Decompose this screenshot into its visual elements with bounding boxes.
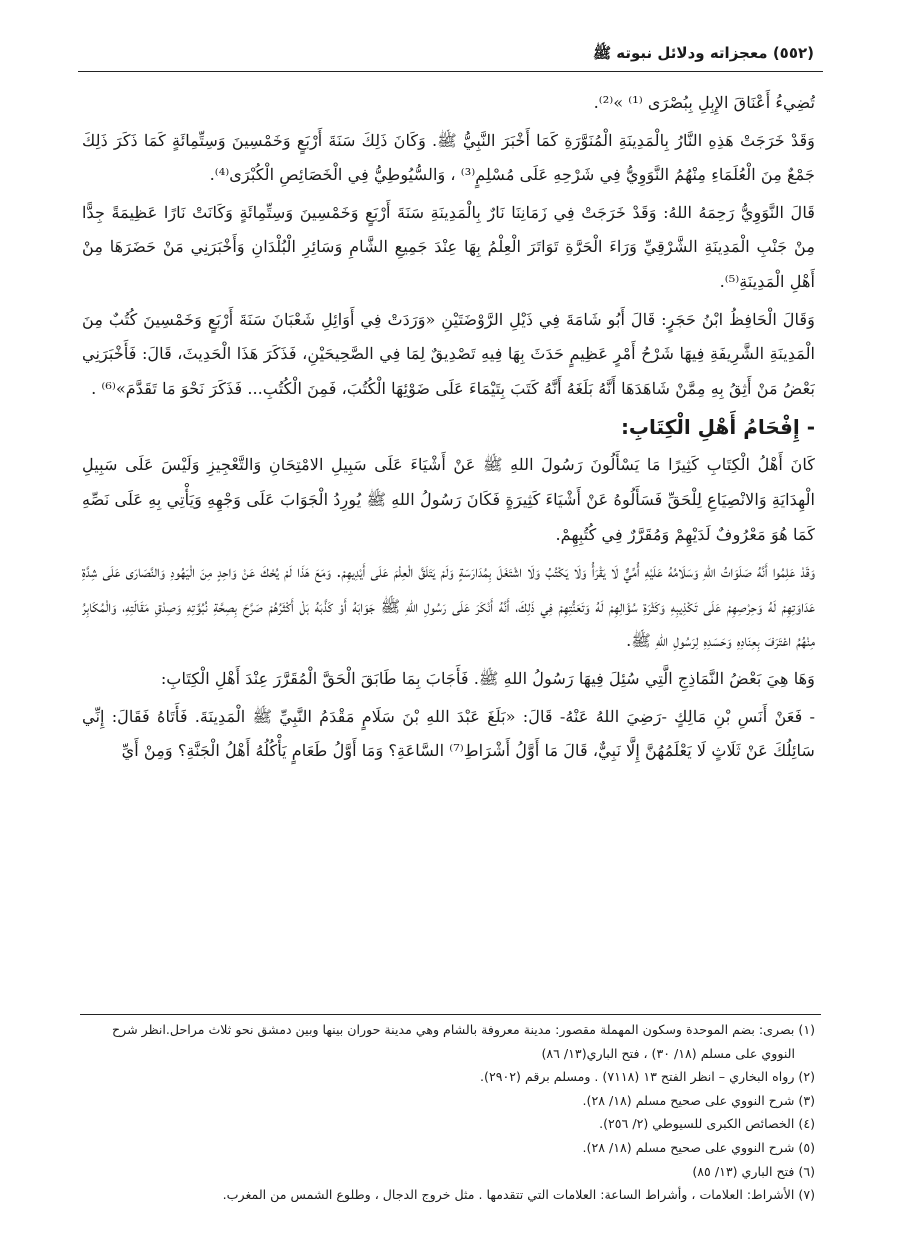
footnote: (٥) شرح النووي على صحيح مسلم (١٨/ ٢٨).: [582, 1139, 815, 1155]
paragraph: تُضِيءُ أَعْنَاقَ الإِبِلِ بِبُصْرَى ⁽¹⁾ »⁽²⁾.: [593, 93, 815, 112]
paragraph: وَهَا هِيَ بَعْضُ النَّمَاذِجِ الَّتِي سُئِلَ فِيهَا رَسُولُ اللهِ ﷺ. فَأَجَابَ بِمَا طَابَقَ الْحَقَّ الْمُقَرَّرَ عِنْدَ أَهْلِ الْكِتَابِ:: [160, 668, 815, 688]
footnotes: [82, 1018, 815, 1208]
main-text: [82, 86, 815, 1006]
footnote: (٤) الخصائص الكبرى للسيوطي (٢/ ٢٥٦).: [599, 1116, 815, 1132]
footnote: (٣) شرح النووي على صحيح مسلم (١٨/ ٢٨).: [582, 1092, 815, 1108]
paragraph: - فَعَنْ أَنَسِ بْنِ مَالِكٍ -رَضِيَ اللهُ عَنْهُ- قَالَ: «بَلَغَ عَبْدَ اللهِ بْنَ سَلَامٍ مَقْدَمُ النَّبِيِّ ﷺ الْمَدِينَةَ. فَأَتَاهُ فَقَالَ: إِنِّي سَائِلُكَ عَنْ ثَلَاثٍ لَا يَعْلَمُهُنَّ إِلَّا نَبِيٌّ، قَالَ مَا أَوَّلُ أَشْرَاطِ⁽⁷⁾ السَّاعَةِ؟ وَمَا أَوَّلُ طَعَامٍ يَأْكُلُهُ أَهْلُ الْجَنَّةِ؟ وَمِنْ أَيِّ: [82, 706, 815, 761]
paragraph: وَقَالَ الْحَافِظُ ابْنُ حَجَرٍ: قَالَ أَبُو شَامَةَ فِي ذَيْلِ الرَّوْضَتَيْنِ «وَرَدَتْ فِي أَوَائِلِ شَعْبَانَ سَنَةَ أَرْبَعٍ وَخَمْسِينَ كُتُبٌ مِنَ الْمَدِينَةِ الشَّرِيفَةِ فِيهَا شَرْحُ أَمْرٍ عَظِيمٍ حَدَثَ بِهَا فِيهِ تَصْدِيقٌ لِمَا فِي الصَّحِيحَيْنِ، فَذَكَرَ هَذَا الْحَدِيثَ، قَالَ: فَأَخْبَرَنِي بَعْضُ مَنْ أَثِقُ بِهِ مِمَّنْ شَاهَدَهَا أَنَّهُ بَلَغَهُ أَنَّهُ كَتَبَ بِتَيْمَاءَ عَلَى ضَوْئِهَا الْكُتُبَ، فَمِنَ الْكُتُبِ... فَذَكَرَ نَحْوَ مَا تَقَدَّمَ»⁽⁶⁾ .: [82, 309, 815, 398]
footnote-rule: [80, 1014, 821, 1015]
footnote: (٢) رواه البخاري – انظر الفتح ١٣ (٧١١٨) . ومسلم برقم (٢٩٠٢).: [480, 1069, 815, 1085]
paragraph: كَانَ أَهْلُ الْكِتَابِ كَثِيرًا مَا يَسْأَلُونَ رَسُولَ اللهِ ﷺ عَنْ أَشْيَاءَ عَلَى سَبِيلِ الامْتِحَانِ وَالتَّعْجِيزِ وَلَيْسَ عَلَى سَبِيلِ الْهِدَايَةِ وَالانْصِيَاعِ لِلْحَقِّ فَسَأَلُوهُ عَنْ أَشْيَاءَ كَثِيرَةٍ فَكَانَ رَسُولُ اللهِ ﷺ يُورِدُ الْجَوَابَ عَلَى وَجْهِهِ وَيَأْتِي بِهِ عَلَى نَصِّهِ كَمَا هُوَ مَعْرُوفٌ لَدَيْهِمْ وَمُقَرَّرٌ فِي كُتُبِهِمْ.: [82, 455, 815, 544]
running-header: (٥٥٢) معجزاته ودلائل نبوته ﷺ: [592, 44, 814, 62]
paragraph: قَالَ النَّوَوِيُّ رَحِمَهُ اللهُ: وَقَدْ خَرَجَتْ فِي زَمَانِنَا نَارٌ بِالْمَدِينَةِ سَنَةَ أَرْبَعٍ وَخَمْسِينَ وَسِتِّمِائَةٍ وَكَانَتْ نَارًا عَظِيمَةً جِدًّا مِنْ جَنْبِ الْمَدِينَةِ الشَّرْقِيِّ وَرَاءَ الْحَرَّةِ تَوَاتَرَ الْعِلْمُ بِهَا عِنْدَ جَمِيعِ الشَّامِ وَسَائِرِ الْبُلْدَانِ وَأَخْبَرَنِي مَنْ حَضَرَهَا مِنْ أَهْلِ الْمَدِينَةِ⁽⁵⁾.: [82, 202, 815, 291]
paragraph: وَقَدْ خَرَجَتْ هَذِهِ النَّارُ بِالْمَدِينَةِ الْمُنَوَّرَةِ كَمَا أَخْبَرَ النَّبِيُّ ﷺ. وَكَانَ ذَلِكَ سَنَةَ أَرْبَعٍ وَخَمْسِينَ وَسِتِّمِائَةٍ كَمَا ذَكَرَ ذَلِكَ جَمْعٌ مِنَ الْعُلَمَاءِ مِنْهُمُ النَّوَوِيُّ فِي شَرْحِهِ عَلَى مُسْلِمٍ⁽³⁾ ، وَالسُّيُوطِيُّ فِي الْخَصَائِصِ الْكُبْرَى⁽⁴⁾.: [82, 130, 815, 185]
paragraph: وَقَدْ عَلِمُوا أَنَّهُ صَلَوَاتُ اللهِ وَسَلَامُهُ عَلَيْهِ أُمِّيٌّ لَا يَقْرَأُ وَلَا يَكْتُبُ وَلَا اشْتَغَلَ بِمُدَارَسَةٍ وَلَمْ يَتَلَقَّ الْعِلْمَ عَلَى أَيْدِيهِمْ. وَمَعَ هَذَا لَمْ يُحْكَ عَنْ وَاحِدٍ مِنَ الْيَهُودِ وَالنَّصَارَى عَلَى شِدَّةِ عَدَاوَتِهِمْ لَهُ وَحِرْصِهِمْ عَلَى تَكْذِيبِهِ وَكَثْرَةِ سُؤَالِهِمْ لَهُ وَتَعَنُّتِهِمْ فِي ذَلِكَ، أَنَّهُ أَنْكَرَ عَلَى رَسُولِ اللهِ ﷺ جَوَابَهُ أَوْ كَذَّبَهُ بَلْ أَكْثَرُهُمْ صَرَّحَ بِصِحَّةِ نُبُوَّتِهِ وَصِدْقِ مَقَالَتِهِ، وَالْمُكَابِرُ مِنْهُمُ اعْتَرَفَ بِعِنَادِهِ وَحَسَدِهِ لِرَسُولِ اللهِ ﷺ.: [82, 562, 815, 651]
header-rule: [78, 71, 823, 72]
footnote: (٦) فتح الباري (١٣/ ٨٥): [692, 1163, 815, 1179]
footnote: (١) بصرى: بضم الموحدة وسكون المهملة مقصور: مدينة معروفة بالشام وهي مدينة حوران بينها وبين دمشق نحو ثلاث مراحل.انظر شرح النووي على مسلم (١٨/ ٣٠) ، فتح الباري(١٣/ ٨٦): [112, 1022, 815, 1061]
section-heading: - إِفْحَامُ أَهْلِ الْكِتَابِ:: [620, 415, 815, 440]
footnote: (٧) الأشراط: العلامات ، وأشراط الساعة: العلامات التي تتقدمها . مثل خروج الدجال ، وطلوع الشمس من المغرب.: [222, 1187, 815, 1203]
